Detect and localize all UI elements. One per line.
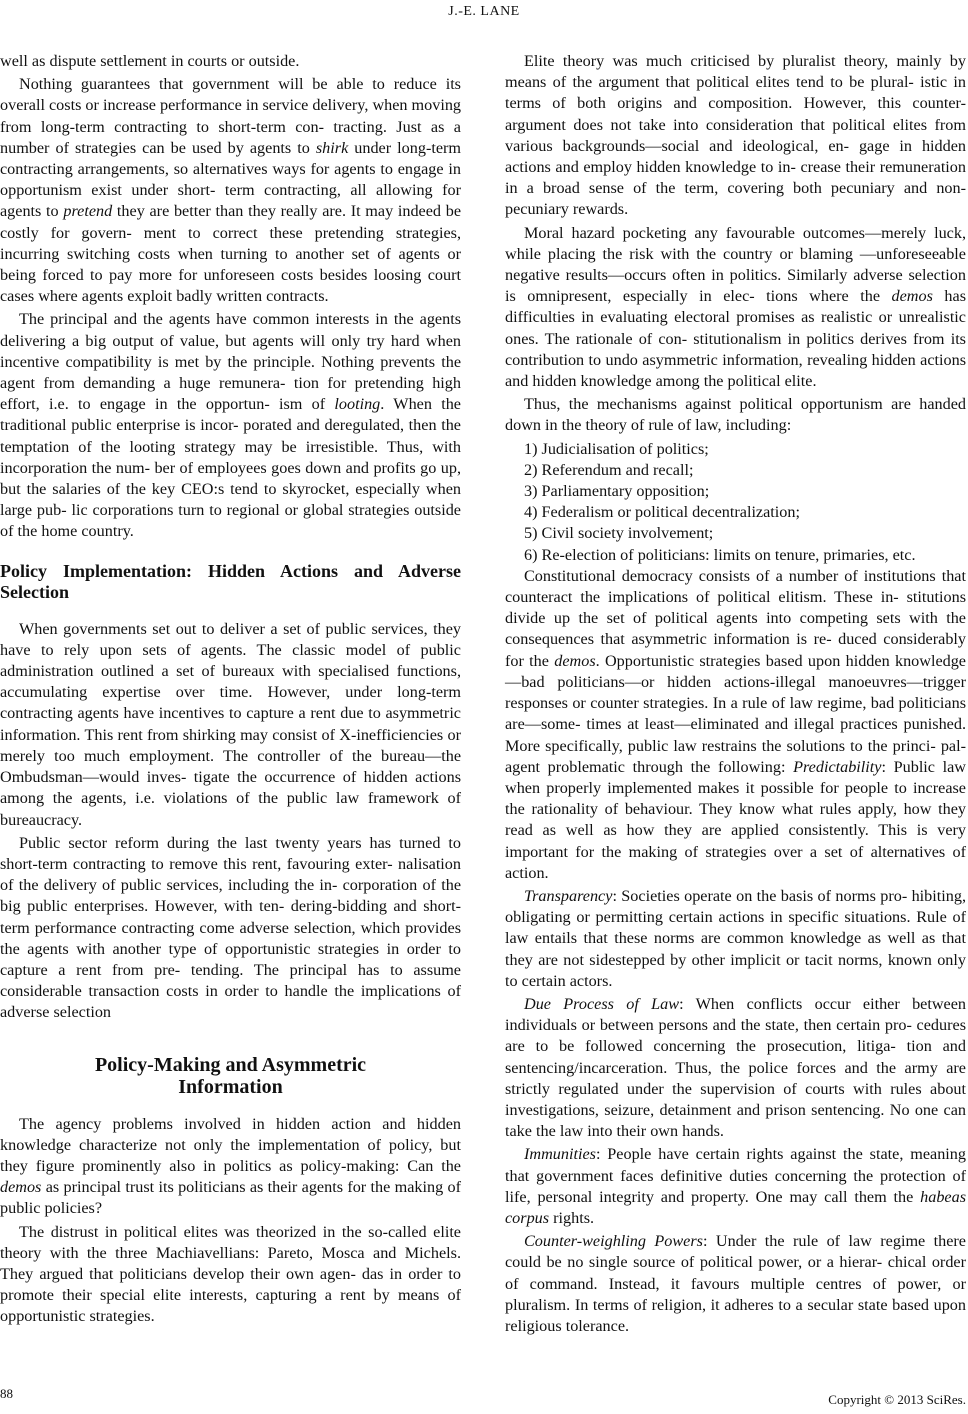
paragraph: Elite theory was much criticised by pluralist theory, mainly by means of the argument that political elites tend to be plural- istic in terms of both origins and composition. However, this counter-argument does not take into consideration that political elites from various backgrounds—social and ideological, en- gage in hidden actions and employ hidden knowledge to in- crease their remuneration in a broad sense of the term, covering both pecuniary and non-pecuniary rewards. <box>505 52 966 219</box>
paragraph: The distrust in political elites was theorized in the so-called elite theory with the three Machiavellians: Pareto, Mosca and Michels. They argued that politicians develop their own agen- das in order to promote their special elite interests, capturing a rent by means of opportunistic strategies. <box>0 1222 461 1326</box>
list-item: 4) Federalism or political decentralization; <box>524 503 800 522</box>
paragraph: The agency problems involved in hidden action and hidden knowledge characterize not only the implementation of policy, but they figure prominently also in politics as policy-making: Can the demos as principal trust its politicians as their agents for the making of public policies? <box>0 1114 461 1218</box>
paragraph: Moral hazard pocketing any favourable outcomes—merely luck, while placing the risk with the country or blaming —unforeseeable negative results—occurs often in politics. Similarly adverse selection is omnipresent, especially in elec- tions where the demos has difficulties in evaluating electoral promises as realistic or unrealistic ones. The rationale of con- stitutionalism in politics derives from its contribution to undo asymmetric information, revealing hidden actions and hidden knowledge among the political elite. <box>505 223 966 391</box>
paragraph: Transparency: Societies operate on the basis of norms pro- hibiting, obligating or permitting certain actions in specific situations. Rule of law entails that these norms are common knowledge as well as that they are not sidestepped by other implicit or tacit norms, known only to certain actors. <box>505 886 966 990</box>
page-number: 88 <box>0 1386 13 1401</box>
right-column <box>505 51 966 1339</box>
list-item: 6) Re-election of politicians: limits on tenure, primaries, etc. <box>524 545 916 564</box>
list-item: 3) Parliamentary opposition; <box>524 482 710 501</box>
copyright-notice: Copyright © 2013 SciRes. <box>828 1392 966 1407</box>
paragraph: Nothing guarantees that government will be able to reduce its overall costs or increase performance in service delivery, when moving from long-term contracting to short-term con- tracting. Just as a number of strategies can be used by agents to shirk under long-term contracting arrangements, so alternatives ways for agents to engage in opportunism exist under short- term contracting, all allowing for agents to pretend they are better than they really are. It may indeed be costly for govern- ment to correct these pretending strategies, incurring switching costs when turning to another set of agents or being forced to pay more for unforeseen costs besides loosing court cases where agents exploit badly written contracts. <box>0 75 462 306</box>
list-item: 5) Civil society involvement; <box>524 524 714 543</box>
running-head: J.-E. LANE <box>448 4 520 19</box>
list-item: 2) Referendum and recall; <box>524 460 694 479</box>
section-heading: Policy Implementation: Hidden Actions and Adverse Selection <box>0 560 461 602</box>
paragraph: Thus, the mechanisms against political opportunism are handed down in the theory of rule of law, including: <box>505 395 966 435</box>
paragraph: well as dispute settlement in courts or outside. <box>0 52 300 70</box>
paragraph: Counter-weighling Powers: Under the rule of law regime there could be no single source of political power, or a hierar- chical order of command. Instead, it favours multiple centres of power, or pluralism. In terms of religion, it adheres to a secular state based upon religious tolerance. <box>505 1232 966 1335</box>
paragraph: The principal and the agents have common interests in the agents delivering a big output of value, but agents will only try hard when incentive compatibility is met by the principle. Nothing prevents the agent from demanding a huge remunera- tion for pretending high effort, i.e. to engage in the opportun- ism of looting. When the traditional public enterprise is incor- porated and deregulated, then the temptation of the looting strategy may be irresistible. Thus, with incorporation the num- ber of employees goes down and profits go up, but the salaries of the key CEO:s tend to skyrocket, especially when large pub- lic corporations turn to regional or global strategies outside of the home country. <box>0 310 461 541</box>
paragraph: Constitutional democracy consists of a number of institutions that counteract the implications of political elitism. These in- stitutions divide up the set of political agents into competing sets with the consequences that asymmetric information is re- duced considerably for the demos. Opportunistic strategies based upon hidden knowledge—bad politicians—or hidden actions-illegal manoeuvres—trigger responses or counter strategies. In a rule of law regime, bad politicians are—some- times at least—eliminated and illegal practices punished. More specifically, public law restrains the solutions to the princi- pal-agent problematic through the following: Predictability: Public law when properly implemented makes it possible for people to increase the rationality of behaviour. They know what rules apply, how they read as well as how they are applied consistently. This is very important for the making of strategies over a set of alternatives of action. <box>505 566 966 882</box>
left-column <box>0 51 461 1330</box>
paragraph: Due Process of Law: When conflicts occur either between individuals or between persons and the state, then certain pro- cedures are to be followed concerning the prosecution, litiga- tion and sentencing/incarceration. Thus, the police forces and the army are strictly regulated under the supervision of courts with rules about investigations, seizure, detainment and prison sentencing. No one can take the law into their own hands. <box>505 994 967 1141</box>
section-heading: Policy-Making and Asymmetric Information <box>94 1053 367 1098</box>
paragraph: Immunities: People have certain rights against the state, meaning that government faces definitive duties concerning the protection of life, personal integrity and property. One may call them the habeas corpus rights. <box>505 1145 966 1227</box>
list-item: 1) Judicialisation of politics; <box>524 439 709 458</box>
paragraph: When governments set out to deliver a set of public services, they have to rely upon sets of agents. The classic model of public administration outlined a set of bureaux with specialised functions, accumulating expertise over time. However, under long-term contracting agents have incentives to capture a rent due to asymmetric information. This rent from shirking may consist of X-inefficiencies or merely too much employment. The controller of the bureau—the Ombudsman—would inves- tigate the occurrence of hidden actions among the agents, i.e. violations of the public law framework of bureaucracy. <box>0 619 461 829</box>
paragraph: Public sector reform during the last twenty years has turned to short-term contracting to remove this rent, favouring exter- nalisation of the delivery of public services, including the in- corporation of the big public enterprises. However, with ten- dering-bidding and short-term performance contracting come adverse selection, which provides the agents with another type of opportunistic strategies in order to capture a rent from pre- tending. The principal has to assume considerable transaction costs in order to handle the implications of adverse selection <box>0 833 461 1022</box>
